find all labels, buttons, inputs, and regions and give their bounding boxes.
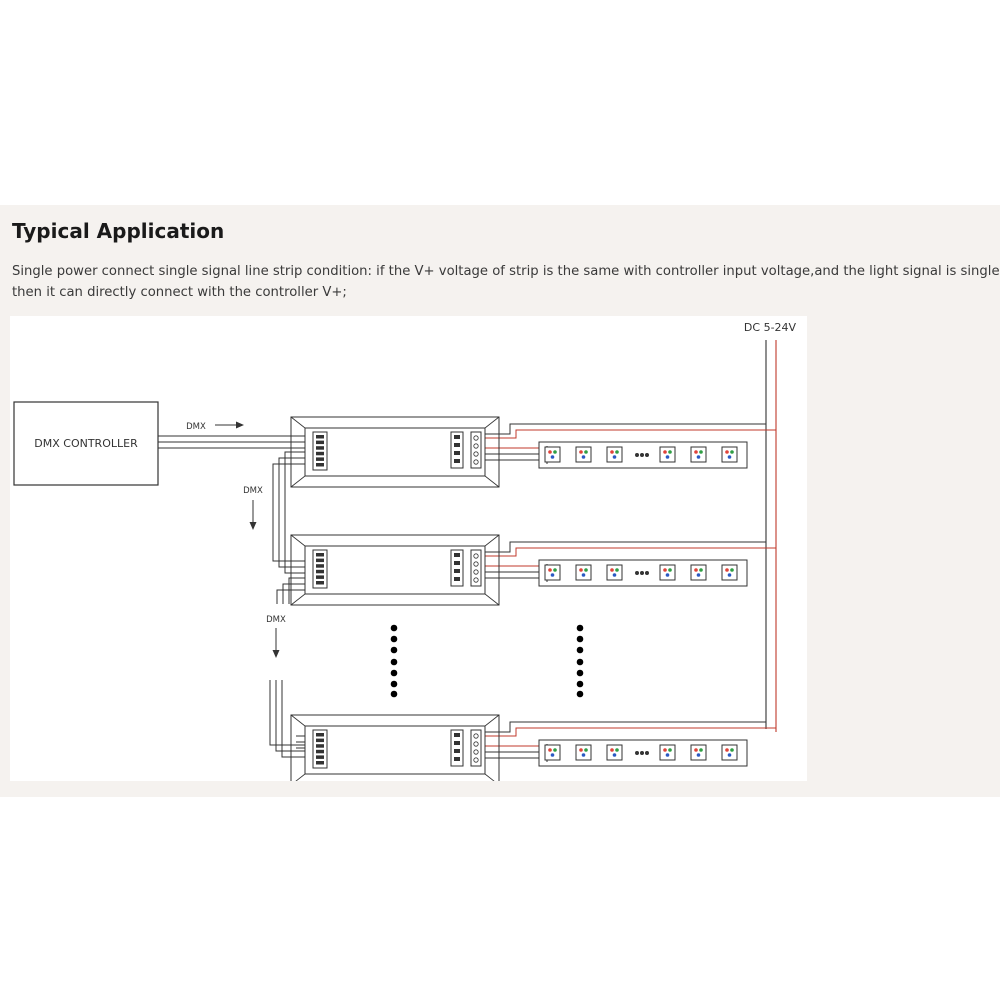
led-red-die xyxy=(725,748,729,752)
continuation-dot xyxy=(577,659,584,666)
led-red-die xyxy=(610,748,614,752)
section-title: Typical Application xyxy=(12,219,225,243)
decoder-bevel xyxy=(291,774,305,781)
terminal-pin xyxy=(316,452,324,456)
continuation-dot xyxy=(391,625,398,632)
led-chip xyxy=(545,745,560,760)
led-package xyxy=(576,745,591,760)
ellipsis-dot xyxy=(635,453,639,457)
led-blue-die xyxy=(613,573,617,577)
led-red-die xyxy=(694,568,698,572)
continuation-dot xyxy=(391,681,398,688)
led-blue-die xyxy=(551,573,555,577)
led-green-die xyxy=(615,568,619,572)
decoder-bevel xyxy=(291,535,305,546)
terminal-pin xyxy=(316,564,324,568)
continuation-dot xyxy=(577,681,584,688)
terminal-pin xyxy=(454,561,460,565)
decoder-power-ground xyxy=(481,424,766,434)
power-supply-label: DC 5-24V xyxy=(743,321,797,334)
led-package xyxy=(660,447,675,462)
led-green-die xyxy=(615,748,619,752)
continuation-dots xyxy=(391,625,584,698)
dmx-label-top: DMX xyxy=(186,422,206,432)
led-green-die xyxy=(699,568,703,572)
led-red-die xyxy=(663,748,667,752)
ellipsis-dot xyxy=(635,751,639,755)
led-green-die xyxy=(584,568,588,572)
led-red-die xyxy=(579,450,583,454)
led-red-die xyxy=(663,450,667,454)
continuation-dot xyxy=(391,691,398,698)
ellipsis-dot xyxy=(635,571,639,575)
terminal-pin xyxy=(316,559,324,563)
dmx-label-bottom: DMX xyxy=(266,615,286,625)
led-chip xyxy=(607,565,622,580)
led-chip xyxy=(722,447,737,462)
dmx-label-middle: DMX xyxy=(243,486,263,496)
terminal-pin xyxy=(454,459,460,463)
ellipsis-dot xyxy=(645,571,649,575)
decoder-bevel xyxy=(485,715,499,726)
led-green-die xyxy=(668,568,672,572)
led-chip xyxy=(576,745,591,760)
terminal-pin xyxy=(316,441,324,445)
section-description xyxy=(12,261,1000,303)
decoder-bevel xyxy=(291,417,305,428)
terminal-pin xyxy=(316,744,324,748)
led-red-die xyxy=(694,450,698,454)
led-blue-die xyxy=(582,455,586,459)
terminal-pin xyxy=(316,570,324,574)
terminal-pin xyxy=(316,553,324,557)
decoder-spi-terminal xyxy=(471,550,481,586)
decoder-power-positive xyxy=(481,548,776,556)
led-red-die xyxy=(579,748,583,752)
led-blue-die xyxy=(728,753,732,757)
dmx-spi-decoder-3 xyxy=(291,715,499,781)
led-blue-die xyxy=(551,455,555,459)
led-chip xyxy=(691,447,706,462)
ellipsis-dot xyxy=(645,751,649,755)
decoder-spi-terminal xyxy=(471,432,481,468)
ellipsis-dot xyxy=(645,453,649,457)
terminal-pin xyxy=(454,741,460,745)
led-chip xyxy=(545,447,560,462)
led-chip xyxy=(607,745,622,760)
terminal-pin xyxy=(316,750,324,754)
led-blue-die xyxy=(582,573,586,577)
decoder-power-positive xyxy=(481,430,776,438)
led-package xyxy=(691,565,706,580)
terminal-pin xyxy=(316,435,324,439)
decoder-bevel xyxy=(291,476,305,487)
decoder-power-positive xyxy=(481,728,776,736)
led-blue-die xyxy=(728,573,732,577)
led-red-die xyxy=(548,568,552,572)
ellipsis-dot xyxy=(640,453,644,457)
decoder-bevel xyxy=(485,417,499,428)
led-package xyxy=(576,447,591,462)
led-package xyxy=(545,745,560,760)
led-blue-die xyxy=(582,753,586,757)
decoder-bevel xyxy=(485,535,499,546)
led-blue-die xyxy=(697,753,701,757)
terminal-pin xyxy=(454,435,460,439)
led-package xyxy=(545,565,560,580)
led-blue-die xyxy=(613,753,617,757)
led-package xyxy=(576,565,591,580)
terminal-pin xyxy=(316,457,324,461)
terminal-pin xyxy=(454,577,460,581)
terminal-pin xyxy=(454,451,460,455)
led-green-die xyxy=(699,450,703,454)
terminal-pin xyxy=(454,553,460,557)
continuation-dot xyxy=(577,636,584,643)
led-blue-die xyxy=(697,455,701,459)
continuation-dot xyxy=(577,647,584,654)
decoder-power-ground xyxy=(481,722,766,732)
continuation-dot xyxy=(577,670,584,677)
led-red-die xyxy=(694,748,698,752)
decoder-power-ground xyxy=(481,542,766,552)
led-red-die xyxy=(610,450,614,454)
led-blue-die xyxy=(728,455,732,459)
led-package xyxy=(660,565,675,580)
led-red-die xyxy=(663,568,667,572)
decoder-bevel xyxy=(485,476,499,487)
led-green-die xyxy=(584,748,588,752)
wiring-diagram xyxy=(10,316,807,781)
terminal-pin xyxy=(454,443,460,447)
led-green-die xyxy=(553,748,557,752)
led-red-die xyxy=(548,748,552,752)
led-package xyxy=(660,745,675,760)
led-package xyxy=(722,447,737,462)
led-package xyxy=(722,565,737,580)
ellipsis-dot xyxy=(640,571,644,575)
decoders xyxy=(291,417,499,781)
led-blue-die xyxy=(551,753,555,757)
terminal-pin xyxy=(454,569,460,573)
decoder-bevel xyxy=(291,594,305,605)
continuation-dot xyxy=(391,670,398,677)
led-blue-die xyxy=(666,753,670,757)
led-red-die xyxy=(579,568,583,572)
continuation-dot xyxy=(577,691,584,698)
led-package xyxy=(607,565,622,580)
led-chip xyxy=(691,565,706,580)
led-blue-die xyxy=(666,573,670,577)
terminal-pin xyxy=(316,739,324,743)
led-red-die xyxy=(610,568,614,572)
led-green-die xyxy=(699,748,703,752)
led-chip xyxy=(660,565,675,580)
led-green-die xyxy=(668,748,672,752)
led-green-die xyxy=(730,450,734,454)
decoder-bevel xyxy=(291,715,305,726)
dmx-controller-label: DMX CONTROLLER xyxy=(34,437,138,450)
led-chip xyxy=(722,745,737,760)
terminal-pin xyxy=(316,761,324,765)
terminal-pin xyxy=(316,755,324,759)
led-package xyxy=(691,745,706,760)
led-blue-die xyxy=(666,455,670,459)
led-green-die xyxy=(730,568,734,572)
led-strips xyxy=(539,442,747,766)
led-blue-die xyxy=(613,455,617,459)
terminal-pin xyxy=(454,757,460,761)
led-chip xyxy=(607,447,622,462)
led-chip xyxy=(722,565,737,580)
led-red-die xyxy=(725,568,729,572)
led-package xyxy=(722,745,737,760)
terminal-pin xyxy=(316,581,324,585)
ellipsis-dot xyxy=(640,751,644,755)
led-strip-1 xyxy=(539,442,747,468)
led-chip xyxy=(691,745,706,760)
power-supply-wires xyxy=(481,340,776,758)
led-package xyxy=(545,447,560,462)
led-strip-3 xyxy=(539,740,747,766)
continuation-dot xyxy=(391,636,398,643)
led-package xyxy=(691,447,706,462)
decoder-bevel xyxy=(485,594,499,605)
led-green-die xyxy=(553,450,557,454)
led-red-die xyxy=(725,450,729,454)
dmx-signal-wires xyxy=(158,436,313,757)
led-chip xyxy=(576,447,591,462)
led-package xyxy=(607,447,622,462)
terminal-pin xyxy=(316,733,324,737)
dmx-spi-decoder-2 xyxy=(291,535,499,605)
led-package xyxy=(607,745,622,760)
continuation-dot xyxy=(391,659,398,666)
description-line-1: Single power connect single signal line strip condition: if the V+ voltage of strip is the same with controller input voltage,and the light signal is single xyxy=(12,264,1000,279)
led-red-die xyxy=(548,450,552,454)
decoder-spi-terminal xyxy=(471,730,481,766)
led-chip xyxy=(660,745,675,760)
terminal-pin xyxy=(454,749,460,753)
terminal-pin xyxy=(316,446,324,450)
description-line-2: then it can directly connect with the controller V+; xyxy=(12,285,347,300)
continuation-dot xyxy=(391,647,398,654)
led-green-die xyxy=(730,748,734,752)
led-green-die xyxy=(615,450,619,454)
terminal-pin xyxy=(454,733,460,737)
led-green-die xyxy=(553,568,557,572)
continuation-dot xyxy=(577,625,584,632)
led-green-die xyxy=(584,450,588,454)
terminal-pin xyxy=(316,463,324,467)
led-chip xyxy=(545,565,560,580)
led-chip xyxy=(576,565,591,580)
terminal-pin xyxy=(316,575,324,579)
led-chip xyxy=(660,447,675,462)
led-blue-die xyxy=(697,573,701,577)
dmx-spi-decoder-1 xyxy=(291,417,499,487)
led-strip-2 xyxy=(539,560,747,586)
decoder-bevel xyxy=(485,774,499,781)
led-green-die xyxy=(668,450,672,454)
